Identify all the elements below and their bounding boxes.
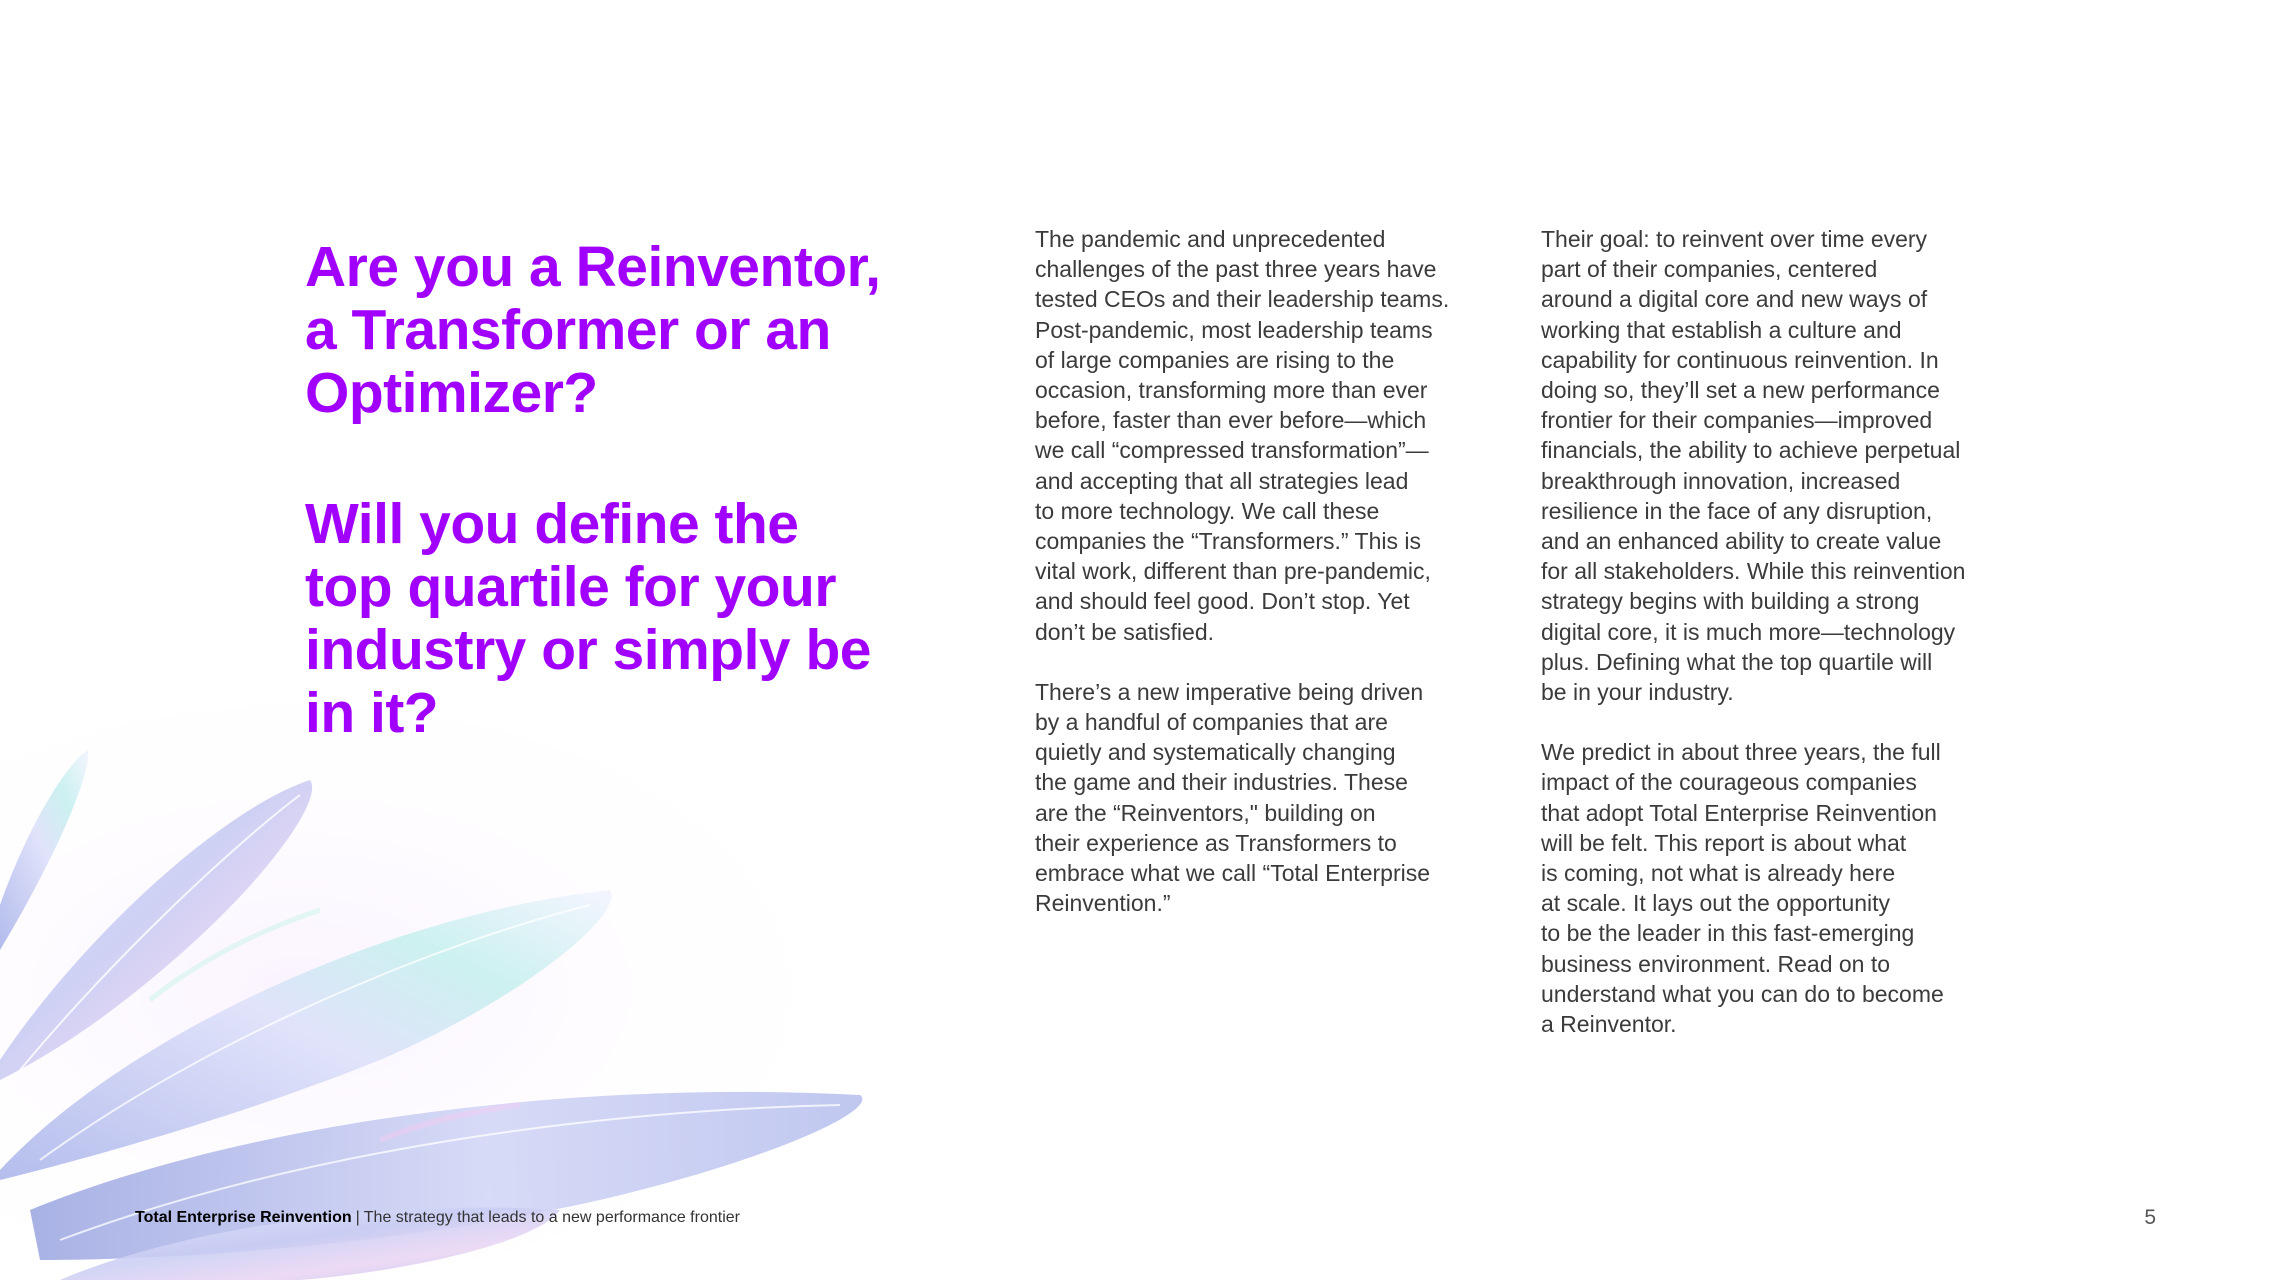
footer-separator: | (355, 1209, 360, 1226)
footer-report-title: Total Enterprise Reinvention (135, 1209, 352, 1226)
headline-block (305, 236, 955, 813)
paragraph-new-imperative: There’s a new imperative being driven by a handful of companies that are quietly and systematically changing the game and their industries. These are the “Reinventors," building on their experience as Transformers to embrace what we call “Total Enterprise Reinvention.” (1035, 678, 1430, 917)
footer (135, 1209, 740, 1227)
headline-question-reinventor: Are you a Reinventor, a Transformer or an Optimizer? (305, 235, 881, 425)
page-number: 5 (2144, 1206, 2156, 1229)
paragraph-their-goal: Their goal: to reinvent over time every part of their companies, centered around a digital core and new ways of working that establish a culture and capability for continuous reinvention. In doing so, they’ll set a new performance frontier for their companies—improved financials, the ability to achieve perpetual breakthrough innovation, increased resilience in the face of any disruption, and an enhanced ability to create value for all stakeholders. While this reinvention strategy begins with building a strong digital core, it is much more—technology plus. Defining what the top quartile will be in your industry. (1541, 226, 1966, 706)
paragraph-prediction: We predict in about three years, the full impact of the courageous companies that adopt Total Enterprise Reinvention will be felt. This report is about what is coming, not what is already here at scale. It lays out the opportunity to be the leader in this fast-emerging business environment. Read on to understand what you can do to become a Reinventor. (1541, 739, 1944, 1038)
headline-question-top-quartile: Will you define the top quartile for your industry or simply be in it? (305, 492, 871, 745)
footer-tagline: The strategy that leads to a new performance frontier (363, 1209, 740, 1226)
paragraph-pandemic: The pandemic and unprecedented challenges of the past three years have tested CEOs and their leadership teams. Post-pandemic, most leadership teams of large companies are rising to the occasion, transforming more than ever before, faster than ever before—which we call “compressed transformation”— and accepting that all strategies lead to more technology. We call these companies the “Transformers.” This is vital work, different than pre-pandemic, and should feel good. Don’t stop. Yet don’t be satisfied. (1035, 226, 1450, 645)
body-column-left (1035, 224, 1495, 948)
body-column-right (1541, 224, 2001, 1069)
